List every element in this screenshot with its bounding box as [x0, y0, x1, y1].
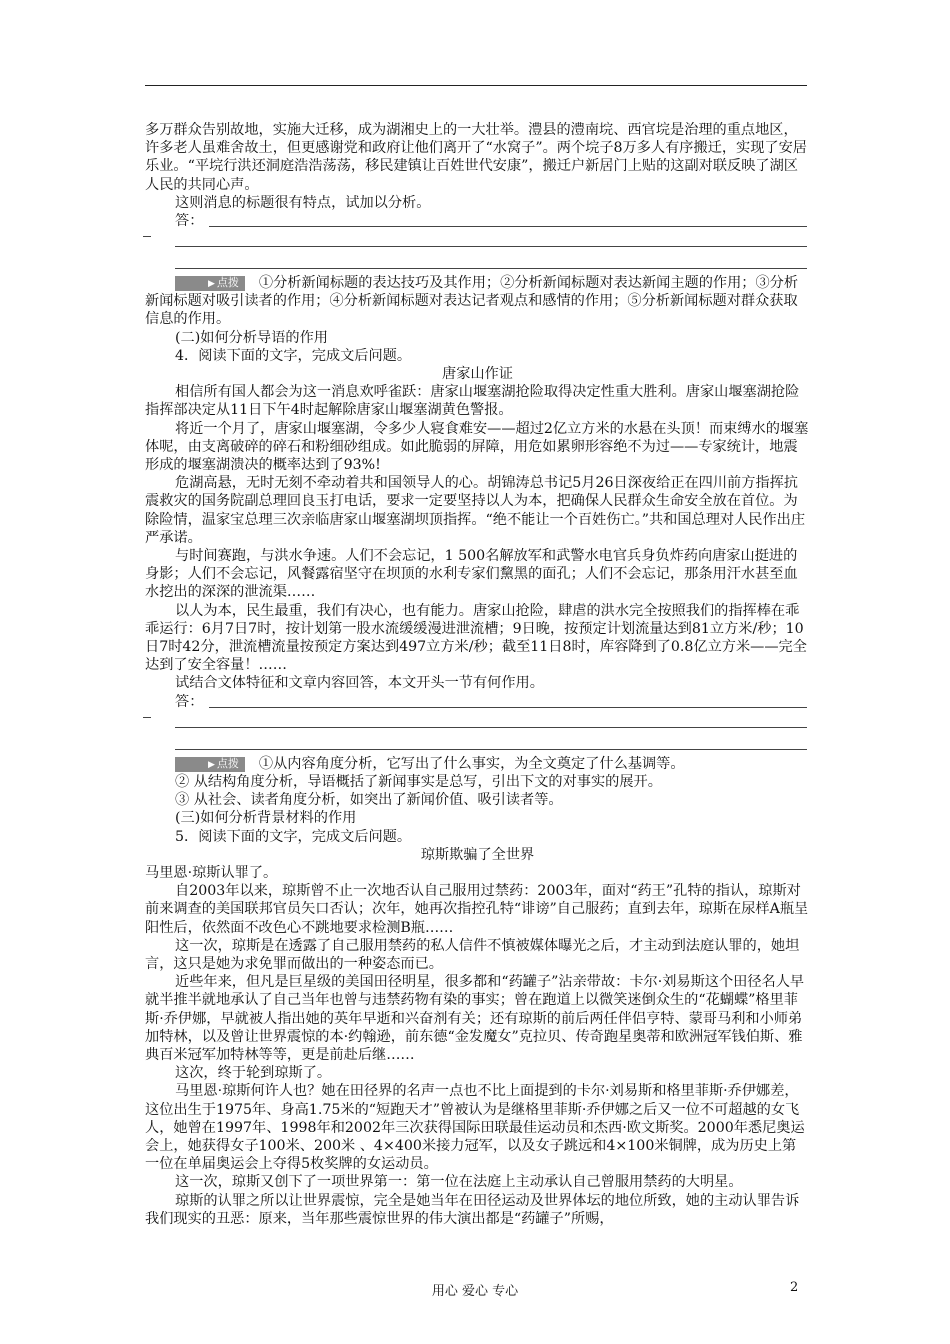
- article-paragraph: 这一次，琼斯又创下了一项世界第一：第一位在法庭上主动承认自己曾服用禁药的大明星。: [175, 1174, 743, 1191]
- hint-paragraph: [145, 755, 810, 773]
- hint-badge: [175, 757, 245, 772]
- article-paragraph: 以人为本，民生最重，我们有决心，也有能力。唐家山抢险，肆虐的洪水完全按照我们的指挥棒在乖乖运行：6月7日7时，按计划第一股水流缓缓漫进泄流槽；9日晚，按预定计划流量达到81立方米/秒；10日7时42分，泄流槽流量按预定方案达到497立方米/秒；截至11日8时，库容降到了0.8亿立方米——完全达到了安全容量！……: [145, 602, 807, 674]
- answer-row: [145, 711, 810, 733]
- article-title: 琼斯欺骗了全世界: [420, 846, 535, 863]
- hint-text: ①分析新闻标题的表达技巧及其作用；②分析新闻标题对表达新闻主题的作用；③分析新闻标题对吸引读者的作用；④分析新闻标题对表达记者观点和感情的作用；⑤分析新闻标题对群众获取信息的作用。: [145, 275, 799, 328]
- question-text: 试结合文体特征和文章内容回答，本文开头一节有何作用。: [175, 675, 544, 692]
- answer-dash: [143, 717, 151, 718]
- question-intro: 5．阅读下面的文字，完成文后问题。: [175, 828, 412, 845]
- article-paragraph: 琼斯的认罪之所以让世界震惊，完全是她当年在田径运动及世界体坛的地位所致，她的主动认罪告诉我们现实的丑恶：原来，当年那些震惊世界的伟大演出都是“药罐子”所赐，: [145, 1192, 800, 1227]
- question-text: 这则消息的标题很有特点，试加以分析。: [175, 194, 431, 211]
- hint-text: ①从内容角度分析，它写出了什么事实，为全文奠定了什么基调等。: [258, 755, 685, 772]
- answer-row: [145, 212, 810, 230]
- answer-row: [145, 230, 810, 252]
- answer-row: [145, 693, 810, 711]
- paragraph: 多万群众告别故地，实施大迁移，成为湖湘史上的一大壮举。澧县的澧南垸、西官垸是治理的重点地区，许多老人虽难舍故土，但更感谢党和政府让他们离开了“水窝子”。两个垸子8万多人有序搬迁，实现了安居乐业。“平垸行洪还洞庭浩浩荡荡，移民建镇让百姓世代安康”，搬迁户新居门上贴的这副对联反映了湖区人民的共同心声。: [145, 122, 807, 193]
- article-title: 唐家山作证: [442, 366, 513, 383]
- answer-row: [145, 733, 810, 755]
- section-heading: (二)如何分析导语的作用: [175, 329, 328, 346]
- hint-text: ② 从结构角度分析，导语概括了新闻事实是总写，引出下文的对事实的展开。: [175, 773, 662, 790]
- hint-badge-label: 点拨: [216, 276, 239, 290]
- article-paragraph: 马里恩·琼斯何许人也？她在田径界的名声一点也不比上面提到的卡尔·刘易斯和格里菲斯·乔伊娜差，这位出生于1975年、身高1.75米的“短跑天才”曾被认为是继格里菲斯·乔伊娜之后又一位不可超越的女飞人，她曾在1997年、1998年和2002年三次获得国际田联最佳运动员和杰西·欧文斯奖。2000年悉尼奥运会上，她获得女子100米、200米 、4×400米接力冠军，以及女子跳远和4×100米铜牌，成为历史上第一位在单届奥运会上夺得5枚奖牌的女运动员。: [145, 1083, 805, 1173]
- question-intro: 4．阅读下面的文字，完成文后问题。: [175, 347, 412, 364]
- article-paragraph: 与时间赛跑，与洪水争速。人们不会忘记，1 500名解放军和武警水电官兵身负炸药向唐家山挺进的身影；人们不会忘记，风餐露宿坚守在坝顶的水利专家们黧黑的面孔；人们不会忘记，那条用汗水甚至血水挖出的深深的泄流渠……: [145, 548, 798, 601]
- triangle-icon: ▶: [208, 279, 215, 290]
- page-number: 2: [790, 1280, 799, 1295]
- header-rule: [145, 85, 807, 86]
- article-lead: 马里恩·琼斯认罪了。: [145, 864, 278, 881]
- answer-line[interactable]: [209, 707, 807, 708]
- article-paragraph: 这次，终于轮到琼斯了。: [175, 1065, 332, 1082]
- page-footer: 用心 爱心 专心: [431, 1284, 519, 1299]
- page-body: [145, 121, 810, 1228]
- triangle-icon: ▶: [208, 759, 215, 770]
- article-paragraph: 相信所有国人都会为这一消息欢呼雀跃：唐家山堰塞湖抢险取得决定性重大胜利。唐家山堰塞湖抢险指挥部决定从11日下午4时起解除唐家山堰塞湖黄色警报。: [145, 384, 800, 419]
- answer-label: 答：: [175, 693, 204, 710]
- hint-paragraph: [145, 274, 810, 329]
- hint-badge-label: 点拨: [216, 756, 239, 770]
- answer-line[interactable]: [175, 268, 807, 269]
- answer-row: [145, 252, 810, 274]
- section-heading: (三)如何分析背景材料的作用: [175, 810, 357, 827]
- article-paragraph: 危湖高悬，无时无刻不牵动着共和国领导人的心。胡锦涛总书记5月26日深夜给正在四川前方指挥抗震救灾的国务院副总理回良玉打电话，要求一定要坚持以人为本，把确保人民群众生命安全放在首位。为除险情，温家宝总理三次亲临唐家山堰塞湖坝顶指挥。“绝不能让一个百姓伤亡。”共和国总理对人民作出庄严承诺。: [145, 475, 806, 546]
- answer-dash: [143, 236, 151, 237]
- answer-line[interactable]: [209, 226, 807, 227]
- hint-text: ③ 从社会、读者角度分析，如突出了新闻价值、吸引读者等。: [175, 792, 563, 809]
- article-paragraph: 将近一个月了，唐家山堰塞湖，令多少人寝食难安——超过2亿立方米的水悬在头顶！而束缚水的堰塞体呢，由支离破碎的碎石和粉细砂组成。如此脆弱的屏障，用危如累卵形容绝不为过——专家统计，地震形成的堰塞湖溃决的概率达到了93%!: [145, 420, 809, 474]
- article-paragraph: 近些年来，但凡是巨星级的美国田径明星，很多都和“药罐子”沾亲带故：卡尔·刘易斯这个田径名人早就半推半就地承认了自己当年也曾与违禁药物有染的事实；曾在跑道上以微笑迷倒众生的“花蝴蝶”格里菲斯·乔伊娜，早就被人指出她的英年早逝和兴奋剂有关；还有琼斯的前后两任伴侣亨特、蒙哥马利和小师弟加特林，以及曾让世界震惊的本·约翰逊，前东德“金发魔女”克拉贝、传奇跑星奥蒂和欧洲冠军钱伯斯、雅典百米冠军加特林等等，更是前赴后继……: [145, 974, 805, 1063]
- article-paragraph: 这一次，琼斯是在透露了自己服用禁药的私人信件不慎被媒体曝光之后，才主动到法庭认罪的，她坦言，这只是她为求免罪而做出的一种姿态而已。: [145, 937, 800, 972]
- answer-label: 答：: [175, 213, 204, 230]
- hint-badge: [175, 276, 245, 291]
- answer-line[interactable]: [175, 246, 807, 247]
- answer-line[interactable]: [175, 727, 807, 728]
- answer-line[interactable]: [175, 749, 807, 750]
- article-paragraph: 自2003年以来，琼斯曾不止一次地否认自己服用过禁药：2003年，面对“药王”孔特的指认，琼斯对前来调查的美国联邦官员矢口否认；次年，她再次指控孔特“诽谤”自己服药；直到去年，琼斯在尿样A瓶呈阳性后，依然面不改色心不跳地要求检测B瓶……: [145, 883, 809, 936]
